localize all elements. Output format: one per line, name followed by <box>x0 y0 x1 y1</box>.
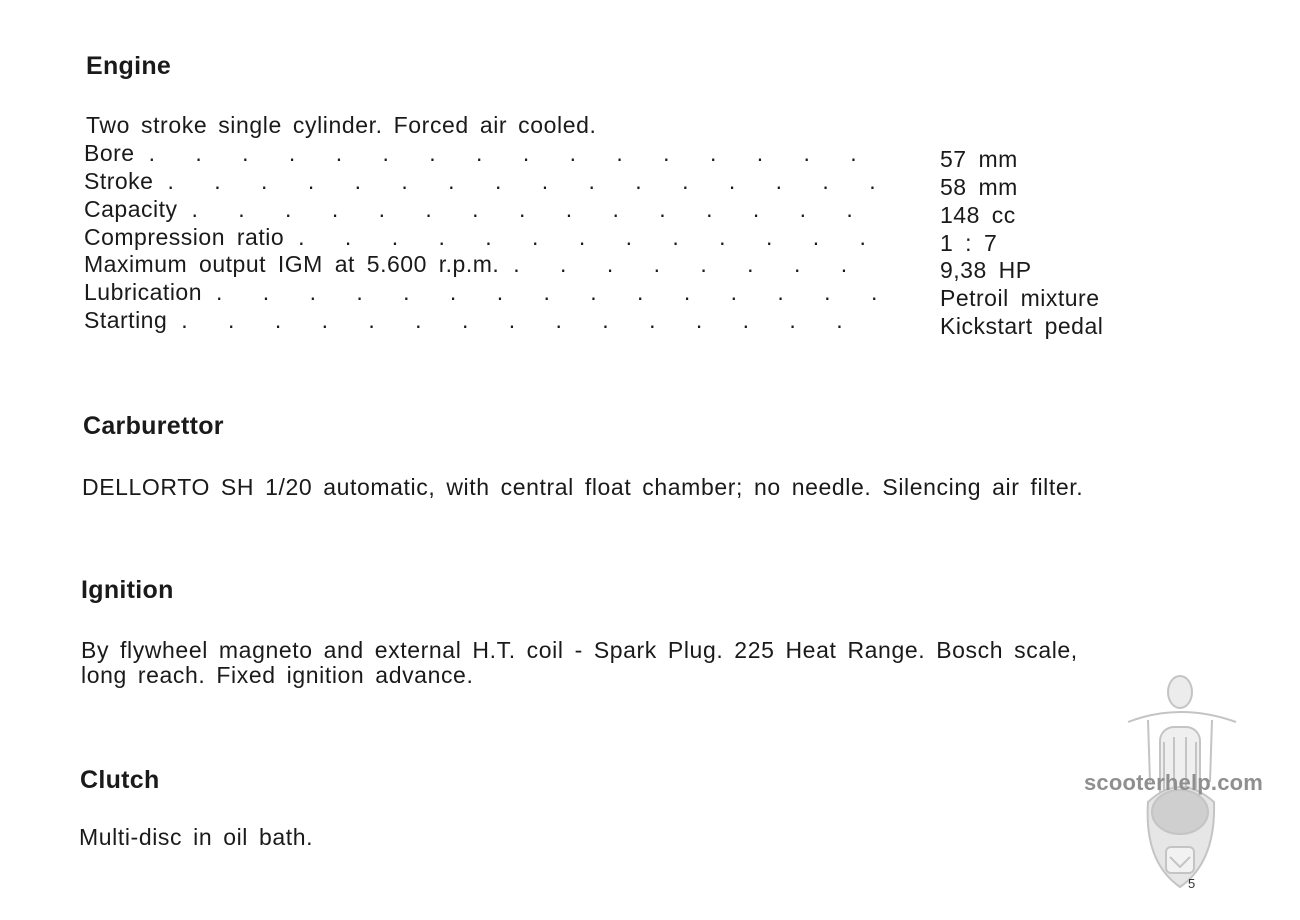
spec-label: Bore . . . <box>84 140 884 167</box>
engine-heading: Engine <box>86 52 172 80</box>
spec-value: Kickstart pedal <box>940 313 1104 339</box>
spec-value: 148 cc <box>940 202 1016 228</box>
spec-value: 57 mm <box>940 146 1018 172</box>
spec-label: Compression ratio . . . <box>84 224 884 251</box>
ignition-text-line1: By flywheel magneto and external H.T. coil - Spark Plug. 225 Heat Range. Bosch scale, <box>81 637 1078 663</box>
spec-row-stroke <box>84 168 1184 200</box>
spec-row-starting <box>84 307 1184 339</box>
spec-row-capacity <box>84 196 1184 228</box>
watermark-text: scooterhelp.com <box>1084 770 1264 795</box>
page-number: 5 <box>1188 876 1196 891</box>
spec-value: 58 mm <box>940 174 1018 200</box>
carburettor-text: DELLORTO SH 1/20 automatic, with central float chamber; no needle. Silencing air filter. <box>82 474 1084 500</box>
spec-label: Capacity . . . <box>84 196 884 223</box>
spec-row-bore <box>84 140 1184 172</box>
spec-row-lubrication <box>84 279 1184 311</box>
spec-value: 1 : 7 <box>940 230 998 256</box>
spec-value: Petroil mixture <box>940 285 1100 311</box>
spec-label: Lubrication . . . <box>84 279 884 306</box>
spec-label: Maximum output IGM at 5.600 r.p.m. . . . <box>84 251 884 278</box>
ignition-text-line2: long reach. Fixed ignition advance. <box>81 662 474 688</box>
carburettor-heading: Carburettor <box>83 412 224 440</box>
spec-row-compression-ratio <box>84 224 1184 256</box>
ignition-heading: Ignition <box>81 576 174 604</box>
clutch-text: Multi-disc in oil bath. <box>79 824 314 850</box>
engine-intro: Two stroke single cylinder. Forced air cooled. <box>86 112 597 138</box>
spec-label: Stroke . . . <box>84 168 884 195</box>
spec-row-maximum-output <box>84 251 1184 283</box>
spec-label: Starting . . . <box>84 307 884 334</box>
spec-value: 9,38 HP <box>940 257 1032 283</box>
clutch-heading: Clutch <box>80 766 160 794</box>
